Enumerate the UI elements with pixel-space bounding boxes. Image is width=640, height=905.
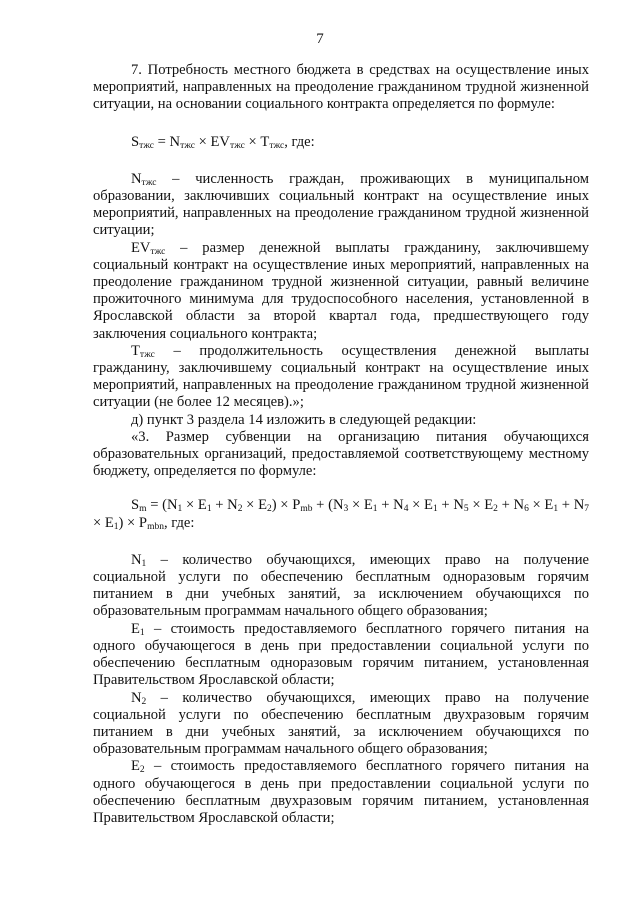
definition-text: – количество обучающихся, имеющих право на получение социальной услуги по обеспечению бесплатным двухразовым горячим питанием в дни учебных занятий, за исключением обучающихся по образовательным программам начального общего образования; [93,689,589,758]
definition-ev-tjs [93,240,589,343]
definition-subscript: тжс [150,246,166,257]
formula-term: ) × P [271,497,301,514]
page-number: 7 [316,31,324,47]
definition-symbol: T [131,342,140,359]
formula-subscript: 2 [493,504,498,515]
definition-text: – количество обучающихся, имеющих право на получение социальной услуги по обеспечению бесплатным одноразовым горячим питанием в дни учебных занятий, за исключением обучающихся по образовательным программам начального общего образования; [93,551,589,620]
formula-term: + N [437,497,464,514]
definition-n-tjs [93,171,589,240]
formula-term: + (N [312,497,344,514]
spacer [93,114,589,134]
formula-subscript: 1 [553,504,559,515]
formula-term: + N [497,497,525,514]
formula-term: + N [558,497,585,514]
definition-symbol: N [131,689,142,706]
formula-term: × E [348,497,373,514]
formula-term: ) × P [118,514,148,531]
formula-subscript: 5 [463,504,469,515]
formula-subscript: mbn [147,521,164,532]
paragraph-item-d: д) пункт 3 раздела 14 изложить в следующей редакции: [131,411,477,428]
formula-term: × T [244,133,270,150]
spacer [93,480,589,497]
formula-term: S [131,133,140,150]
formula-term: + N [211,497,238,514]
definition-subscript: тжс [141,177,157,188]
definition-symbol: E [131,620,140,637]
definition-n1 [93,552,589,621]
formula-subscript: тжс [269,140,285,151]
formula-tail: , где: [163,514,195,531]
formula-subscript: 1 [177,504,183,515]
spacer [93,532,589,552]
formula-term: × E [468,497,494,514]
definition-subscript: 2 [141,696,147,707]
formula-term: × E [408,497,433,514]
formula-subscript: 6 [524,504,529,515]
formula-term: × E [182,497,207,514]
formula-subscript: 2 [267,504,272,515]
paragraph-item-7: 7. Потребность местного бюджета в средствах на осуществление иных мероприятий, направленных на преодоление гражданином трудной жизненной ситуации, на основании социального контракта определяется по формуле: [93,62,589,113]
definition-text: – размер денежной выплаты гражданину, заключившему социальный контракт на осуществление иных мероприятий, направленных на преодоление гражданином трудной жизненной ситуации, равный величине прожиточного минимума для трудоспособного населения, установленной в Ярославской области за второй квартал года, предшествующего году заключения социального контракта; [93,239,589,342]
formula-subscript: 7 [584,504,589,515]
formula-subscript: 4 [403,504,409,515]
formula-tail: , где: [284,133,315,150]
definition-symbol: EV [131,239,151,256]
definition-e2 [93,758,589,827]
paragraph-point-3: «3. Размер субвенции на организацию питания обучающихся образовательных организаций, предоставляемой соответствующему местному бюджету, определяется по формуле: [93,428,589,480]
formula-term: × EV [194,133,230,150]
document-body [93,62,589,827]
definition-subscript: 2 [139,765,145,776]
definition-text: – численность граждан, проживающих в муниципальном образовании, заключивших социальный контракт на осуществление иных мероприятий, направленных на преодоление гражданином трудной жизненной ситуации; [93,170,589,239]
formula-subscript: 3 [343,504,349,515]
formula-subscript: 1 [113,521,119,532]
formula-term: + N [377,497,404,514]
formula-term: × E [93,514,114,531]
formula-s-tjs [93,134,589,151]
formula-subscript: 1 [206,504,212,515]
definition-symbol: N [131,170,142,187]
formula-subscript: тжс [229,140,245,151]
definition-text: – продолжительность осуществления денежной выплаты гражданину, заключившему социальный контракт на осуществление иных мероприятий, направленных на преодоление гражданином трудной жизненной ситуации (не более 12 месяцев).»; [93,342,589,411]
formula-term: × E [528,497,554,514]
definition-subscript: 1 [141,558,147,569]
definition-symbol: E [131,758,140,775]
definition-symbol: N [131,551,142,568]
formula-term: × E [242,497,267,514]
definition-subscript: тжс [139,349,155,360]
formula-subscript: 1 [432,504,438,515]
definition-text: – стоимость предоставляемого бесплатного горячего питания на одного обучающегося в день при предоставлении социальной услуги по обеспечению бесплатным двухразовым горячим питанием, установленная Правительством Ярославской области; [93,758,589,826]
formula-s-m [93,497,589,531]
formula-subscript: 1 [372,504,378,515]
formula-subscript: m [139,504,147,515]
formula-subscript: mb [300,504,313,515]
spacer [93,151,589,171]
definition-subscript: 1 [139,627,145,638]
definition-n2 [93,690,589,759]
definition-text: – стоимость предоставляемого бесплатного горячего питания на одного обучающегося в день при предоставлении социальной услуги по обеспечению бесплатным одноразовым горячим питанием, установленная Правительством Ярославской области; [93,620,589,689]
formula-subscript: тжс [180,140,195,151]
formula-subscript: тжс [139,140,155,151]
formula-term: = (N [146,497,178,514]
definition-t-tjs [93,343,589,412]
formula-subscript: 2 [237,504,243,515]
definition-e1 [93,621,589,690]
formula-term: S [131,497,140,514]
formula-term: = N [154,133,181,150]
